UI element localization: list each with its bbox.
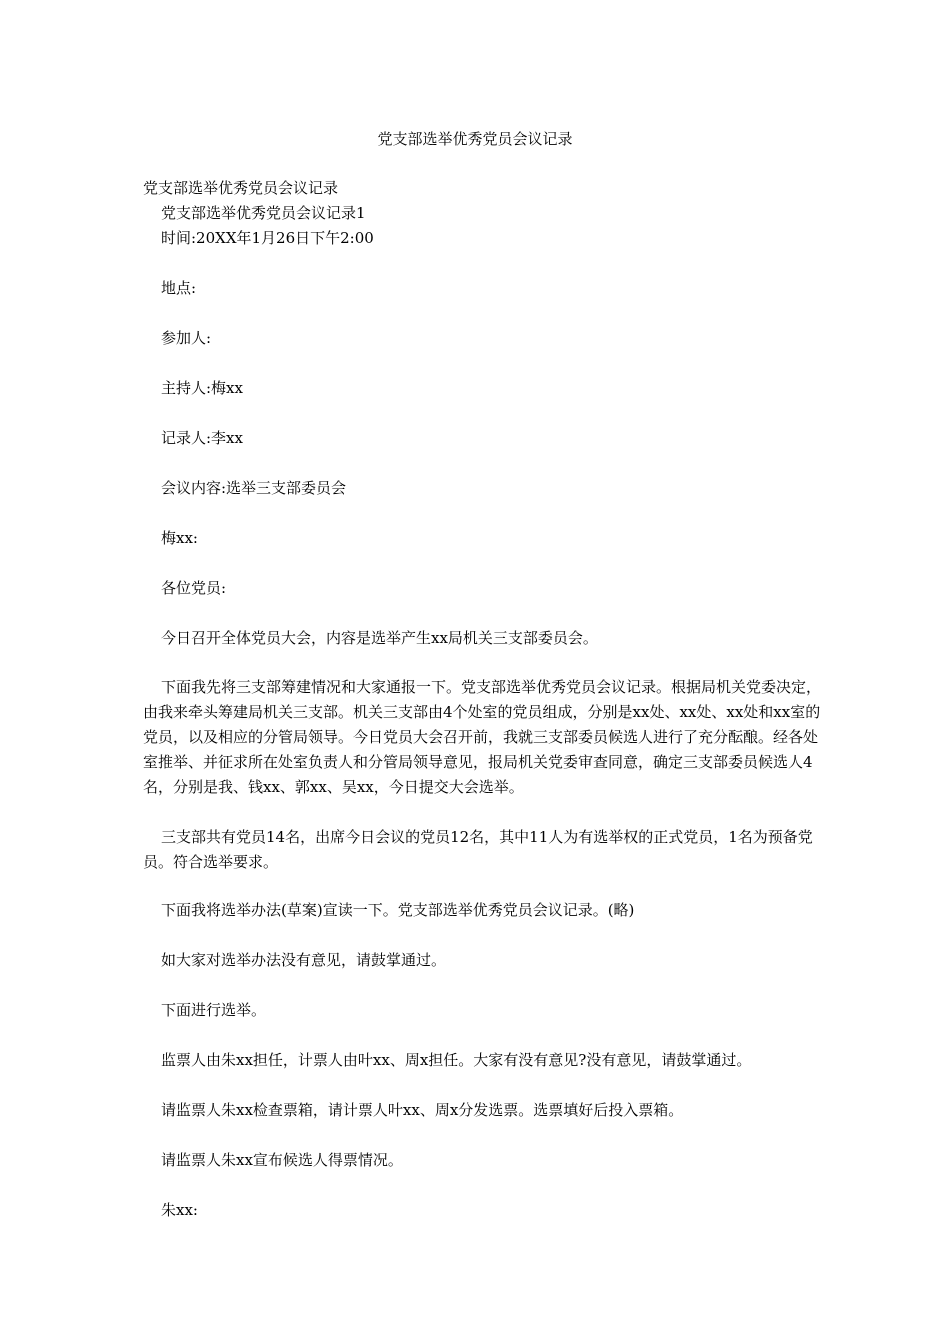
document-title: 党支部选举优秀党员会议记录 [377, 130, 573, 148]
meeting-participants: 参加人: [161, 329, 212, 347]
meeting-time: 时间:20XX年1月26日下午2:00 [161, 229, 374, 247]
document-heading: 党支部选举优秀党员会议记录 [143, 179, 339, 197]
speaker-label: 朱xx: [161, 1201, 198, 1219]
meeting-location: 地点: [161, 279, 197, 297]
meeting-recorder: 记录人:李xx [161, 429, 243, 447]
meeting-host: 主持人:梅xx [161, 379, 243, 397]
paragraph: 三支部共有党员14名，出席今日会议的党员12名，其中11人为有选举权的正式党员，1名为预备党员。符合选举要求。 [143, 828, 813, 871]
paragraph: 今日召开全体党员大会，内容是选举产生xx局机关三支部委员会。 [161, 629, 598, 647]
paragraph: 请监票人朱xx检查票箱，请计票人叶xx、周x分发选票。选票填好后投入票箱。 [161, 1101, 684, 1119]
paragraph: 下面我将选举办法(草案)宣读一下。党支部选举优秀党员会议记录。(略) [161, 901, 635, 919]
paragraph: 请监票人朱xx宣布候选人得票情况。 [161, 1151, 403, 1169]
paragraph: 监票人由朱xx担任，计票人由叶xx、周x担任。大家有没有意见?没有意见，请鼓掌通过。 [161, 1051, 752, 1069]
greeting: 各位党员: [161, 579, 227, 597]
meeting-content: 会议内容:选举三支部委员会 [161, 479, 347, 497]
paragraph: 如大家对选举办法没有意见，请鼓掌通过。 [161, 951, 447, 969]
speaker-label: 梅xx: [161, 529, 198, 547]
paragraph: 下面我先将三支部筹建情况和大家通报一下。党支部选举优秀党员会议记录。根据局机关党委决定，由我来牵头筹建局机关三支部。机关三支部由4个处室的党员组成，分别是xx处、xx处、xx处和xx室的党员，以及相应的分管局领导。今日党员大会召开前，我就三支部委员候选人进行了充分酝酿。经各处室推举、并征求所在处室负责人和分管局领导意见，报局机关党委审查同意，确定三支部委员候选人4名，分别是我、钱xx、郭xx、吴xx，今日提交大会选举。 [143, 678, 822, 796]
paragraph: 下面进行选举。 [161, 1001, 267, 1019]
document-subheading: 党支部选举优秀党员会议记录1 [161, 204, 366, 222]
